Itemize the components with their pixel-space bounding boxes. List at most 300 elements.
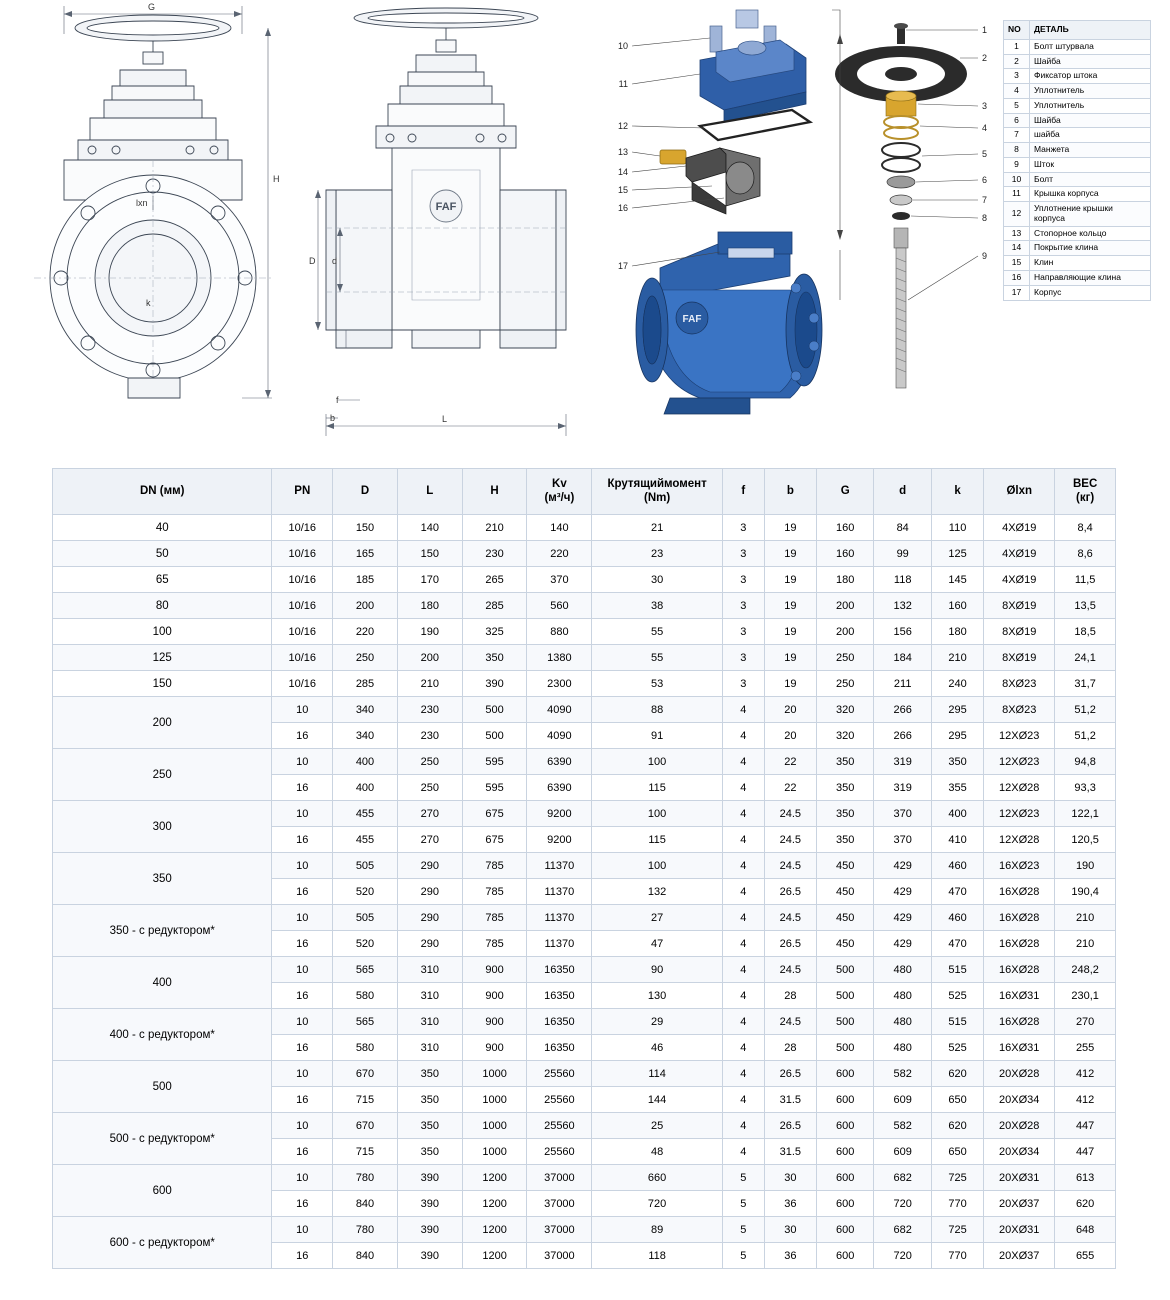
legend-row-name: Шток: [1030, 157, 1151, 172]
legend-row-name: Шайба: [1030, 54, 1151, 69]
cell-oln: 4XØ19: [984, 567, 1055, 593]
cell-oln: 12XØ23: [984, 801, 1055, 827]
cell-k: 620: [931, 1061, 983, 1087]
legend-row-no: 5: [1004, 98, 1030, 113]
cell-g: 500: [816, 1035, 873, 1061]
dim-label-D: D: [309, 256, 316, 266]
cell-d: 505: [333, 905, 398, 931]
cell-oln: 20XØ34: [984, 1087, 1055, 1113]
cell-torque: 130: [592, 983, 723, 1009]
cell-kv: 6390: [527, 775, 592, 801]
cell-h: 1200: [462, 1217, 527, 1243]
cell-l: 310: [397, 957, 462, 983]
cell-k: 620: [931, 1113, 983, 1139]
cell-weight: 210: [1055, 905, 1116, 931]
cell-pn: 16: [272, 1243, 333, 1269]
cell-g: 500: [816, 983, 873, 1009]
cell-weight: 24,1: [1055, 645, 1116, 671]
cell-torque: 100: [592, 801, 723, 827]
cell-d-small: 429: [874, 931, 931, 957]
legend-row: [1004, 39, 1151, 54]
cell-d-small: 609: [874, 1087, 931, 1113]
cell-d-small: 156: [874, 619, 931, 645]
table-row: [53, 567, 1116, 593]
callout-11: 11: [618, 79, 628, 89]
cell-weight: 613: [1055, 1165, 1116, 1191]
legend-row-name: Шайба: [1030, 113, 1151, 128]
cell-d: 565: [333, 957, 398, 983]
cell-oln: 16XØ31: [984, 1035, 1055, 1061]
cell-d-small: 682: [874, 1165, 931, 1191]
callout-9: 9: [982, 251, 988, 261]
legend-row-name: Клин: [1030, 256, 1151, 271]
cell-weight: 190: [1055, 853, 1116, 879]
cell-k: 295: [931, 697, 983, 723]
cell-d: 670: [333, 1061, 398, 1087]
cell-b: 24.5: [764, 957, 816, 983]
cell-torque: 46: [592, 1035, 723, 1061]
cell-d-small: 480: [874, 1035, 931, 1061]
cell-k: 515: [931, 1009, 983, 1035]
legend-row-name: Стопорное кольцо: [1030, 226, 1151, 241]
cell-kv: 25560: [527, 1139, 592, 1165]
drawing-side-view: [300, 0, 570, 450]
cell-g: 600: [816, 1113, 873, 1139]
cell-pn: 10: [272, 801, 333, 827]
cell-pn: 10/16: [272, 593, 333, 619]
cell-f: 3: [722, 541, 764, 567]
legend-row-no: 1: [1004, 39, 1030, 54]
cell-b: 30: [764, 1217, 816, 1243]
cell-k: 525: [931, 983, 983, 1009]
cell-weight: 412: [1055, 1087, 1116, 1113]
legend-row-no: 14: [1004, 241, 1030, 256]
cell-weight: 31,7: [1055, 671, 1116, 697]
legend-row-no: 3: [1004, 69, 1030, 84]
cell-l: 270: [397, 827, 462, 853]
cell-kv: 11370: [527, 905, 592, 931]
cell-torque: 114: [592, 1061, 723, 1087]
cell-k: 770: [931, 1191, 983, 1217]
cell-g: 350: [816, 801, 873, 827]
cell-d-small: 370: [874, 801, 931, 827]
cell-l: 190: [397, 619, 462, 645]
cell-torque: 720: [592, 1191, 723, 1217]
cell-f: 5: [722, 1217, 764, 1243]
cell-pn: 16: [272, 1139, 333, 1165]
cell-l: 310: [397, 1035, 462, 1061]
cell-g: 450: [816, 931, 873, 957]
cell-weight: 648: [1055, 1217, 1116, 1243]
cell-g: 250: [816, 671, 873, 697]
cell-g: 350: [816, 749, 873, 775]
legend-row: [1004, 157, 1151, 172]
cell-l: 290: [397, 931, 462, 957]
cell-dn: 600 - с редуктором*: [53, 1217, 272, 1269]
cell-g: 600: [816, 1139, 873, 1165]
cell-kv: 11370: [527, 931, 592, 957]
cell-torque: 100: [592, 749, 723, 775]
cell-b: 24.5: [764, 905, 816, 931]
cell-pn: 16: [272, 879, 333, 905]
table-row: [53, 853, 1116, 879]
cell-d-small: 609: [874, 1139, 931, 1165]
cell-d-small: 720: [874, 1191, 931, 1217]
callout-12: 12: [617, 121, 628, 131]
cell-f: 4: [722, 879, 764, 905]
cell-h: 785: [462, 853, 527, 879]
col-header-h: H: [462, 469, 527, 515]
cell-l: 310: [397, 1009, 462, 1035]
dim-label-k: k: [146, 298, 151, 308]
cell-b: 26.5: [764, 931, 816, 957]
legend-header-no: NO: [1004, 21, 1030, 40]
cell-dn: 400 - с редуктором*: [53, 1009, 272, 1061]
cell-k: 470: [931, 879, 983, 905]
cell-l: 390: [397, 1217, 462, 1243]
cell-weight: 51,2: [1055, 723, 1116, 749]
cell-b: 26.5: [764, 1113, 816, 1139]
col-header-l: L: [397, 469, 462, 515]
callout-14: 14: [617, 167, 628, 177]
callout-5: 5: [982, 149, 988, 159]
cell-g: 600: [816, 1087, 873, 1113]
cell-b: 24.5: [764, 1009, 816, 1035]
cell-b: 19: [764, 567, 816, 593]
table-row: [53, 1165, 1116, 1191]
cell-pn: 10/16: [272, 645, 333, 671]
cell-f: 4: [722, 801, 764, 827]
cell-weight: 120,5: [1055, 827, 1116, 853]
cell-d: 340: [333, 723, 398, 749]
cell-b: 24.5: [764, 853, 816, 879]
legend-row-no: 9: [1004, 157, 1030, 172]
table-row: [53, 1113, 1116, 1139]
cell-d-small: 118: [874, 567, 931, 593]
cell-pn: 16: [272, 827, 333, 853]
cell-dn: 600: [53, 1165, 272, 1217]
cell-d: 520: [333, 879, 398, 905]
cell-l: 390: [397, 1191, 462, 1217]
cell-b: 19: [764, 515, 816, 541]
cell-pn: 16: [272, 775, 333, 801]
cell-d: 200: [333, 593, 398, 619]
cell-d-small: 582: [874, 1061, 931, 1087]
cell-h: 1200: [462, 1243, 527, 1269]
cell-d-small: 582: [874, 1113, 931, 1139]
cell-kv: 1380: [527, 645, 592, 671]
cell-pn: 16: [272, 1191, 333, 1217]
cell-pn: 10/16: [272, 671, 333, 697]
legend-row-no: 6: [1004, 113, 1030, 128]
cell-weight: 412: [1055, 1061, 1116, 1087]
cell-weight: 655: [1055, 1243, 1116, 1269]
table-row: [53, 593, 1116, 619]
cell-d-small: 132: [874, 593, 931, 619]
cell-oln: 16XØ28: [984, 1009, 1055, 1035]
cell-k: 110: [931, 515, 983, 541]
cell-d: 400: [333, 775, 398, 801]
cell-kv: 16350: [527, 1035, 592, 1061]
dim-label-f: f: [336, 395, 339, 405]
legend-row-no: 4: [1004, 84, 1030, 99]
legend-row-no: 16: [1004, 271, 1030, 286]
cell-weight: 255: [1055, 1035, 1116, 1061]
cell-d-small: 429: [874, 853, 931, 879]
cell-pn: 10: [272, 853, 333, 879]
cell-d-small: 184: [874, 645, 931, 671]
cell-kv: 6390: [527, 749, 592, 775]
cell-g: 350: [816, 775, 873, 801]
col-header-torque-main: Крутящиймомент: [607, 478, 707, 491]
col-header-torque: [592, 469, 723, 515]
table-row: [53, 749, 1116, 775]
cell-h: 675: [462, 801, 527, 827]
cell-weight: 11,5: [1055, 567, 1116, 593]
cell-k: 160: [931, 593, 983, 619]
cell-oln: 4XØ19: [984, 515, 1055, 541]
legend-body: [1004, 39, 1151, 300]
cell-pn: 10: [272, 1217, 333, 1243]
cell-kv: 220: [527, 541, 592, 567]
cell-g: 320: [816, 723, 873, 749]
legend-row: [1004, 98, 1151, 113]
cell-d-small: 370: [874, 827, 931, 853]
cell-g: 600: [816, 1243, 873, 1269]
cell-oln: 20XØ37: [984, 1191, 1055, 1217]
cell-h: 595: [462, 775, 527, 801]
dim-label-G: G: [148, 2, 156, 12]
cell-f: 4: [722, 1139, 764, 1165]
col-header-g: G: [816, 469, 873, 515]
cell-oln: 16XØ28: [984, 957, 1055, 983]
cell-f: 5: [722, 1191, 764, 1217]
table-row: [53, 697, 1116, 723]
cell-b: 30: [764, 1165, 816, 1191]
cell-d: 780: [333, 1217, 398, 1243]
cell-f: 3: [722, 619, 764, 645]
legend-row-name: Направляющие клина: [1030, 271, 1151, 286]
cell-kv: 25560: [527, 1087, 592, 1113]
cell-h: 900: [462, 957, 527, 983]
cell-f: 4: [722, 1087, 764, 1113]
cell-dn: 100: [53, 619, 272, 645]
cell-h: 785: [462, 879, 527, 905]
faf-logo-exploded: FAF: [682, 314, 702, 325]
cell-b: 28: [764, 1035, 816, 1061]
cell-oln: 16XØ28: [984, 879, 1055, 905]
legend-row: [1004, 69, 1151, 84]
cell-kv: 140: [527, 515, 592, 541]
cell-d: 400: [333, 749, 398, 775]
cell-k: 515: [931, 957, 983, 983]
callout-15: 15: [617, 185, 628, 195]
callout-16: 16: [617, 203, 628, 213]
cell-k: 650: [931, 1139, 983, 1165]
cell-k: 350: [931, 749, 983, 775]
cell-k: 240: [931, 671, 983, 697]
cell-dn: 150: [53, 671, 272, 697]
cell-l: 140: [397, 515, 462, 541]
cell-kv: 16350: [527, 1009, 592, 1035]
cell-k: 180: [931, 619, 983, 645]
cell-g: 600: [816, 1165, 873, 1191]
cell-b: 19: [764, 671, 816, 697]
cell-torque: 23: [592, 541, 723, 567]
cell-oln: 16XØ23: [984, 853, 1055, 879]
cell-d: 565: [333, 1009, 398, 1035]
cell-g: 600: [816, 1217, 873, 1243]
cell-kv: 37000: [527, 1217, 592, 1243]
cell-d-small: 480: [874, 1009, 931, 1035]
cell-pn: 10/16: [272, 619, 333, 645]
cell-h: 325: [462, 619, 527, 645]
cell-l: 230: [397, 723, 462, 749]
illustration-area: [0, 0, 1170, 450]
cell-oln: 8XØ23: [984, 697, 1055, 723]
legend-row-name: Уплотнение крышки корпуса: [1030, 202, 1151, 227]
cell-kv: 37000: [527, 1191, 592, 1217]
cell-torque: 30: [592, 567, 723, 593]
callout-13: 13: [617, 147, 628, 157]
cell-l: 350: [397, 1087, 462, 1113]
cell-h: 350: [462, 645, 527, 671]
cell-d: 520: [333, 931, 398, 957]
cell-k: 400: [931, 801, 983, 827]
cell-d-small: 319: [874, 775, 931, 801]
legend-row-no: 7: [1004, 128, 1030, 143]
legend-row-no: 12: [1004, 202, 1030, 227]
cell-dn: 125: [53, 645, 272, 671]
faf-logo-side: FAF: [435, 201, 457, 213]
cell-dn: 65: [53, 567, 272, 593]
legend-row: [1004, 113, 1151, 128]
cell-h: 595: [462, 749, 527, 775]
cell-b: 22: [764, 749, 816, 775]
cell-d: 165: [333, 541, 398, 567]
cell-torque: 115: [592, 775, 723, 801]
legend-row: [1004, 84, 1151, 99]
cell-kv: 4090: [527, 697, 592, 723]
cell-l: 290: [397, 853, 462, 879]
cell-b: 26.5: [764, 879, 816, 905]
cell-g: 250: [816, 645, 873, 671]
cell-kv: 25560: [527, 1113, 592, 1139]
cell-d: 150: [333, 515, 398, 541]
cell-f: 3: [722, 567, 764, 593]
col-header-f: f: [722, 469, 764, 515]
dim-label-d: d: [332, 256, 338, 266]
cell-l: 250: [397, 775, 462, 801]
cell-b: 36: [764, 1243, 816, 1269]
cell-oln: 8XØ19: [984, 645, 1055, 671]
cell-b: 19: [764, 541, 816, 567]
cell-torque: 21: [592, 515, 723, 541]
spec-table: [52, 468, 1116, 1269]
cell-k: 525: [931, 1035, 983, 1061]
cell-kv: 37000: [527, 1243, 592, 1269]
cell-d: 505: [333, 853, 398, 879]
col-header-weight-main: ВЕС: [1072, 478, 1098, 491]
drawing-front-view: [20, 0, 290, 450]
cell-kv: 9200: [527, 801, 592, 827]
cell-torque: 89: [592, 1217, 723, 1243]
cell-l: 180: [397, 593, 462, 619]
col-header-weight-sub: (кг): [1076, 491, 1095, 504]
cell-f: 4: [722, 1113, 764, 1139]
cell-pn: 10: [272, 1165, 333, 1191]
cell-oln: 12XØ23: [984, 723, 1055, 749]
legend-header-row: [1004, 21, 1151, 40]
cell-h: 390: [462, 671, 527, 697]
cell-g: 200: [816, 593, 873, 619]
cell-weight: 18,5: [1055, 619, 1116, 645]
cell-f: 3: [722, 593, 764, 619]
cell-h: 900: [462, 983, 527, 1009]
cell-k: 145: [931, 567, 983, 593]
cell-g: 450: [816, 853, 873, 879]
cell-torque: 90: [592, 957, 723, 983]
cell-d-small: 84: [874, 515, 931, 541]
cell-oln: 8XØ23: [984, 671, 1055, 697]
col-header-k: k: [931, 469, 983, 515]
cell-torque: 27: [592, 905, 723, 931]
legend-row-name: Болт штурвала: [1030, 39, 1151, 54]
table-row: [53, 905, 1116, 931]
cell-d: 580: [333, 1035, 398, 1061]
cell-torque: 55: [592, 619, 723, 645]
cell-weight: 122,1: [1055, 801, 1116, 827]
cell-torque: 118: [592, 1243, 723, 1269]
cell-h: 900: [462, 1009, 527, 1035]
cell-l: 310: [397, 983, 462, 1009]
cell-torque: 29: [592, 1009, 723, 1035]
cell-pn: 10/16: [272, 541, 333, 567]
cell-k: 410: [931, 827, 983, 853]
cell-weight: 8,6: [1055, 541, 1116, 567]
dim-label-H: H: [273, 174, 280, 184]
cell-f: 4: [722, 1009, 764, 1035]
cell-f: 4: [722, 957, 764, 983]
parts-legend-table: [1003, 20, 1151, 301]
cell-weight: 13,5: [1055, 593, 1116, 619]
cell-k: 725: [931, 1217, 983, 1243]
cell-g: 350: [816, 827, 873, 853]
cell-l: 250: [397, 749, 462, 775]
table-row: [53, 1217, 1116, 1243]
cell-d-small: 720: [874, 1243, 931, 1269]
cell-h: 900: [462, 1035, 527, 1061]
cell-torque: 47: [592, 931, 723, 957]
cell-k: 460: [931, 905, 983, 931]
cell-f: 4: [722, 775, 764, 801]
cell-b: 31.5: [764, 1087, 816, 1113]
cell-l: 390: [397, 1165, 462, 1191]
legend-row-name: Манжета: [1030, 143, 1151, 158]
callout-10: 10: [617, 41, 628, 51]
cell-f: 4: [722, 749, 764, 775]
dim-label-lxn: lxn: [136, 198, 148, 208]
cell-d-small: 682: [874, 1217, 931, 1243]
cell-l: 270: [397, 801, 462, 827]
cell-pn: 16: [272, 723, 333, 749]
cell-l: 290: [397, 879, 462, 905]
cell-torque: 48: [592, 1139, 723, 1165]
cell-torque: 115: [592, 827, 723, 853]
cell-f: 4: [722, 931, 764, 957]
col-header-kv-sub: (м³/ч): [544, 491, 575, 504]
cell-d: 840: [333, 1191, 398, 1217]
